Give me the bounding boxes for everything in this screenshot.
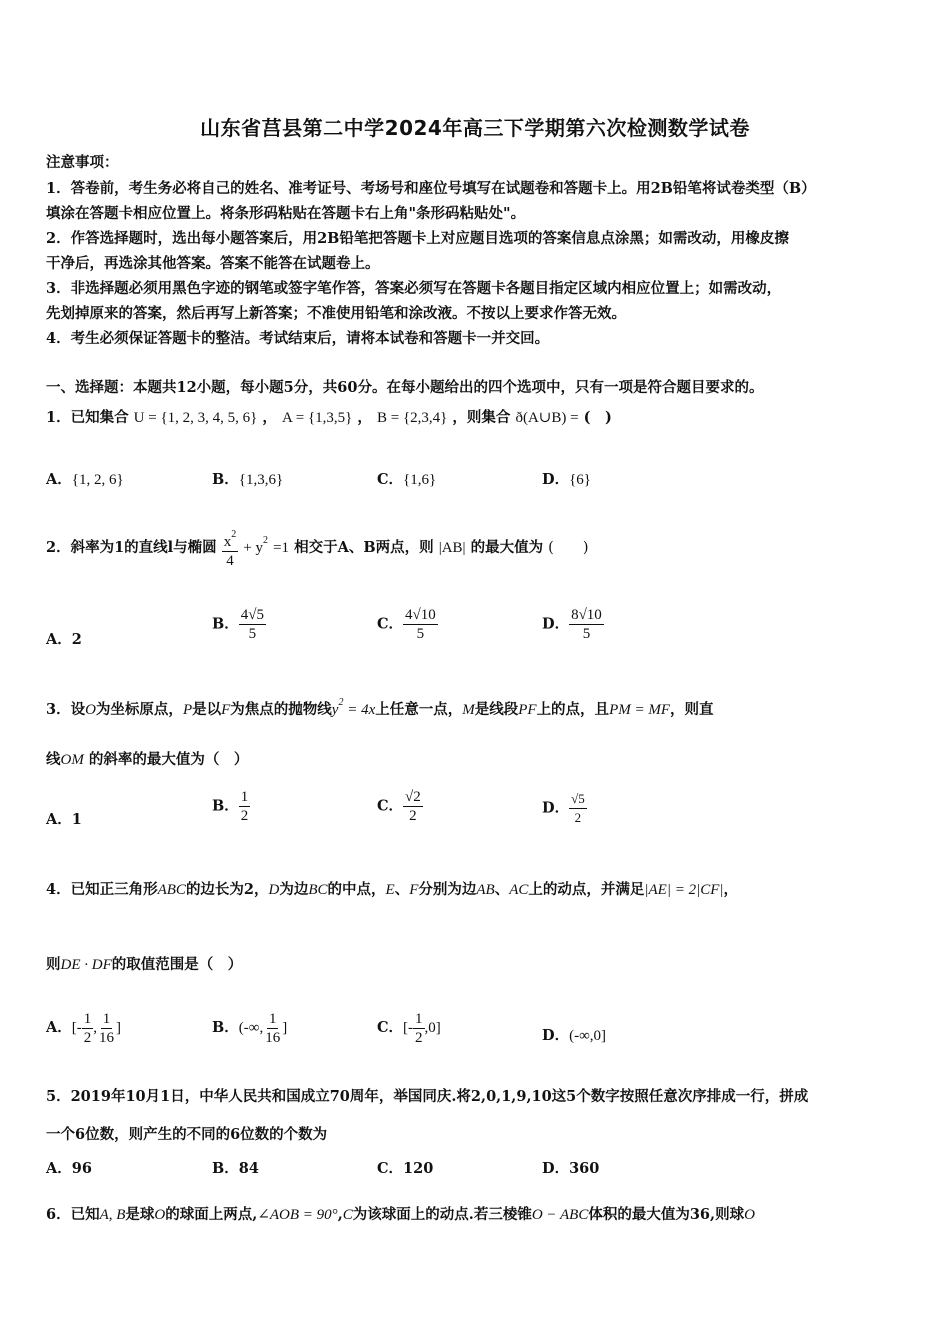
q4-ac: AC	[509, 882, 529, 898]
q5-option-c-value: 120	[403, 1160, 434, 1177]
q1-option-b-value: {1,3,6}	[238, 472, 284, 488]
notice-line-2b: 干净后，再选涂其他答案。答案不能答在试题卷上。	[46, 255, 380, 272]
q6-ab: A, B	[99, 1207, 126, 1223]
q1-option-d[interactable]: D．{6}	[542, 471, 591, 488]
notice-line-3b: 先划掉原来的答案，然后再写上新答案；不准使用铅笔和涂改液。不按以上要求作答无效。	[46, 305, 626, 322]
q5-option-d-value: 360	[569, 1160, 600, 1177]
q4-d: D	[268, 882, 280, 898]
q1-expression: (A∪B) =	[522, 410, 579, 426]
question-5-line-1: 5．2019年10月1日，中华人民共和国成立70周年，举国同庆.将2,0,1,9,10这5个数字按照任意次序排成一行，拼成	[46, 1088, 809, 1105]
q6-o2: O	[744, 1207, 755, 1223]
q2-prefix: 2．斜率为1的直线l与椭圆	[46, 539, 217, 556]
q2-option-b[interactable]: B． $\frac{4√5}{5}$	[212, 607, 264, 642]
q3-pm-mf: PM = MF	[609, 702, 670, 718]
q1-option-c-value: {1,6}	[403, 472, 437, 488]
question-6-line-1: 6．已知A, B是球O的球面上两点,∠AOB = 90°,C为该球面上的动点.若三棱锥O − ABC体积的最大值为36,则球O	[46, 1206, 755, 1223]
q1-option-d-value: {6}	[569, 472, 591, 488]
q2-ab-abs: |AB|	[438, 540, 466, 556]
q4-option-d[interactable]: D．(-∞,0]	[542, 1027, 607, 1044]
q1-complement-symbol: ð	[515, 410, 523, 426]
q4-e: E	[385, 882, 395, 898]
q4-condition: |AE| = 2|CF|	[644, 882, 724, 898]
q3-option-d-value: $\frac{√5}{2}$	[571, 791, 585, 825]
question-3-line-1: 3．设O为坐标原点，P是以F为焦点的抛物线$y^2 = 4x$上任意一点，M是线段PF上的点，且PM = MF，则直	[46, 697, 714, 718]
q1-option-b[interactable]: B．{1,3,6}	[212, 471, 284, 488]
q4-option-b[interactable]: B．(-∞, $\frac{1}{16}$ ]	[212, 1011, 288, 1046]
q3-pf: PF	[518, 702, 537, 718]
q2-ellipse-rest: + y	[243, 540, 264, 556]
q4-ab: AB	[476, 882, 495, 898]
q3-option-c-value: $\frac{√2}{2}$	[405, 789, 421, 824]
q4-option-c-value: [- $\frac{1}{2}$ ,0]	[403, 1011, 441, 1046]
q4-dot-product: DE · DF	[60, 957, 112, 973]
q2-option-b-value: $\frac{4√5}{5}$	[240, 607, 264, 642]
question-4-line-1: 4．已知正三角形ABC的边长为2，D为边BC的中点，E、F分别为边AB、AC上的动点，并满足|AE| = 2|CF|，	[46, 881, 738, 898]
q3-m: M	[462, 702, 475, 718]
q2-option-d[interactable]: D． $\frac{8√10}{5}$	[542, 607, 602, 642]
q5-option-d[interactable]: D．360	[542, 1160, 600, 1177]
q3-option-a-value: 1	[71, 811, 82, 828]
q2-post2: 的最大值为	[470, 539, 544, 556]
q1-answer-paren: ( )	[583, 409, 612, 426]
q1-set-b: B = {2,3,4}	[376, 410, 448, 426]
q5-option-b-value: 84	[238, 1160, 259, 1177]
q2-answer-paren: ( )	[548, 540, 589, 556]
question-5-line-2: 一个6位数，则产生的不同的6位数的个数为	[46, 1126, 328, 1143]
notice-line-1b: 填涂在答题卡相应位置上。将条形码粘贴在答题卡右上角"条形码粘贴处"。	[46, 205, 526, 222]
q2-ellipse-eq: =1	[273, 540, 290, 556]
q5-option-a[interactable]: A．96	[46, 1160, 92, 1177]
q4-f: F	[409, 882, 419, 898]
notice-line-3a: 3．非选择题必须用黑色字迹的钢笔或签字笔作答，答案必须写在答题卡各题目指定区域内相应位置上；如需改动，	[46, 280, 782, 297]
q1-prefix: 1．已知集合	[46, 409, 129, 426]
question-2: 2．斜率为1的直线l与椭圆 $\frac{x^2}{4}$ + $y^2 =1$ 相交于A、B两点，则 |AB| 的最大值为 ( )	[46, 526, 589, 570]
notice-line-2a: 2．作答选择题时，选出每小题答案后，用2B铅笔把答题卡上对应题目选项的答案信息点涂黑；如需改动，用橡皮擦	[46, 230, 789, 247]
q4-abc: ABC	[157, 882, 186, 898]
q3-option-c[interactable]: C． $\frac{√2}{2}$	[377, 789, 421, 824]
q4-option-b-value: (-∞, $\frac{1}{16}$ ]	[238, 1011, 288, 1046]
q2-option-a-value: 2	[71, 631, 82, 648]
q6-o: O	[154, 1207, 166, 1223]
q1-mid: ，则集合	[452, 409, 511, 426]
q2-option-c-value: $\frac{4√10}{5}$	[405, 607, 436, 642]
q2-post: 相交于A、B两点，则	[294, 539, 434, 556]
q4-option-a-value: [- $\frac{1}{2}$ , $\frac{1}{16}$ ]	[71, 1011, 122, 1046]
q1-option-c[interactable]: C．{1,6}	[377, 471, 437, 488]
notice-heading: 注意事项：	[46, 154, 119, 171]
notice-line-4: 4．考生必须保证答题卡的整洁。考试结束后，请将本试卷和答题卡一并交回。	[46, 330, 550, 347]
notice-line-1a: 1．答卷前，考生务必将自己的姓名、准考证号、考场号和座位号填写在试题卷和答题卡上。用2B铅笔将试卷类型（B）	[46, 180, 816, 197]
question-1: 1．已知集合 U = {1, 2, 3, 4, 5, 6} ， A = {1,3,5} ， B = {2,3,4} ，则集合 ð(A∪B) = ( )	[46, 409, 612, 426]
q5-option-b[interactable]: B．84	[212, 1160, 259, 1177]
page-title: 山东省莒县第二中学2024年高三下学期第六次检测数学试卷	[200, 116, 750, 140]
q4-option-d-value: (-∞,0]	[569, 1028, 607, 1044]
q1-option-a[interactable]: A．{1, 2, 6}	[46, 471, 124, 488]
q2-ellipse-fraction: $\frac{x^2}{4}$	[222, 526, 239, 570]
q2-option-c[interactable]: C． $\frac{4√10}{5}$	[377, 607, 436, 642]
q6-angle: ∠AOB = 90°	[257, 1207, 338, 1223]
q1-set-a: A = {1,3,5}	[281, 410, 353, 426]
q2-option-d-value: $\frac{8√10}{5}$	[571, 607, 602, 642]
q3-option-b-value: $\frac{1}{2}$	[240, 789, 249, 824]
q5-option-a-value: 96	[71, 1160, 92, 1177]
q3-f: F	[221, 702, 231, 718]
q1-set-u: U = {1, 2, 3, 4, 5, 6}	[133, 410, 258, 426]
q5-option-c[interactable]: C．120	[377, 1160, 434, 1177]
q4-option-a[interactable]: A．[- $\frac{1}{2}$ , $\frac{1}{16}$ ]	[46, 1011, 122, 1046]
q3-option-a[interactable]: A．1	[46, 811, 82, 828]
q3-o: O	[85, 702, 96, 718]
q3-parabola: $y^2 = 4x$	[331, 697, 376, 718]
q6-pyramid: O − ABC	[531, 1207, 589, 1223]
q3-option-b[interactable]: B． $\frac{1}{2}$	[212, 789, 249, 824]
q3-option-d[interactable]: D． $\frac{√5}{2}$	[542, 791, 585, 825]
section-heading: 一、选择题：本题共12小题，每小题5分，共60分。在每小题给出的四个选项中，只有一项是符合题目要求的。	[46, 379, 764, 396]
question-4-line-2: 则DE · DF的取值范围是（ ）	[46, 956, 243, 973]
q1-option-a-value: {1, 2, 6}	[71, 472, 124, 488]
q6-c: C	[342, 1207, 353, 1223]
q2-option-a[interactable]: A．2	[46, 631, 82, 648]
question-3-line-2: 线OM 的斜率的最大值为（ ）	[46, 751, 249, 768]
q3-p: P	[182, 702, 193, 718]
q4-bc: BC	[308, 882, 328, 898]
q4-option-c[interactable]: C．[- $\frac{1}{2}$ ,0]	[377, 1011, 441, 1046]
q3-om: OM	[60, 752, 84, 768]
